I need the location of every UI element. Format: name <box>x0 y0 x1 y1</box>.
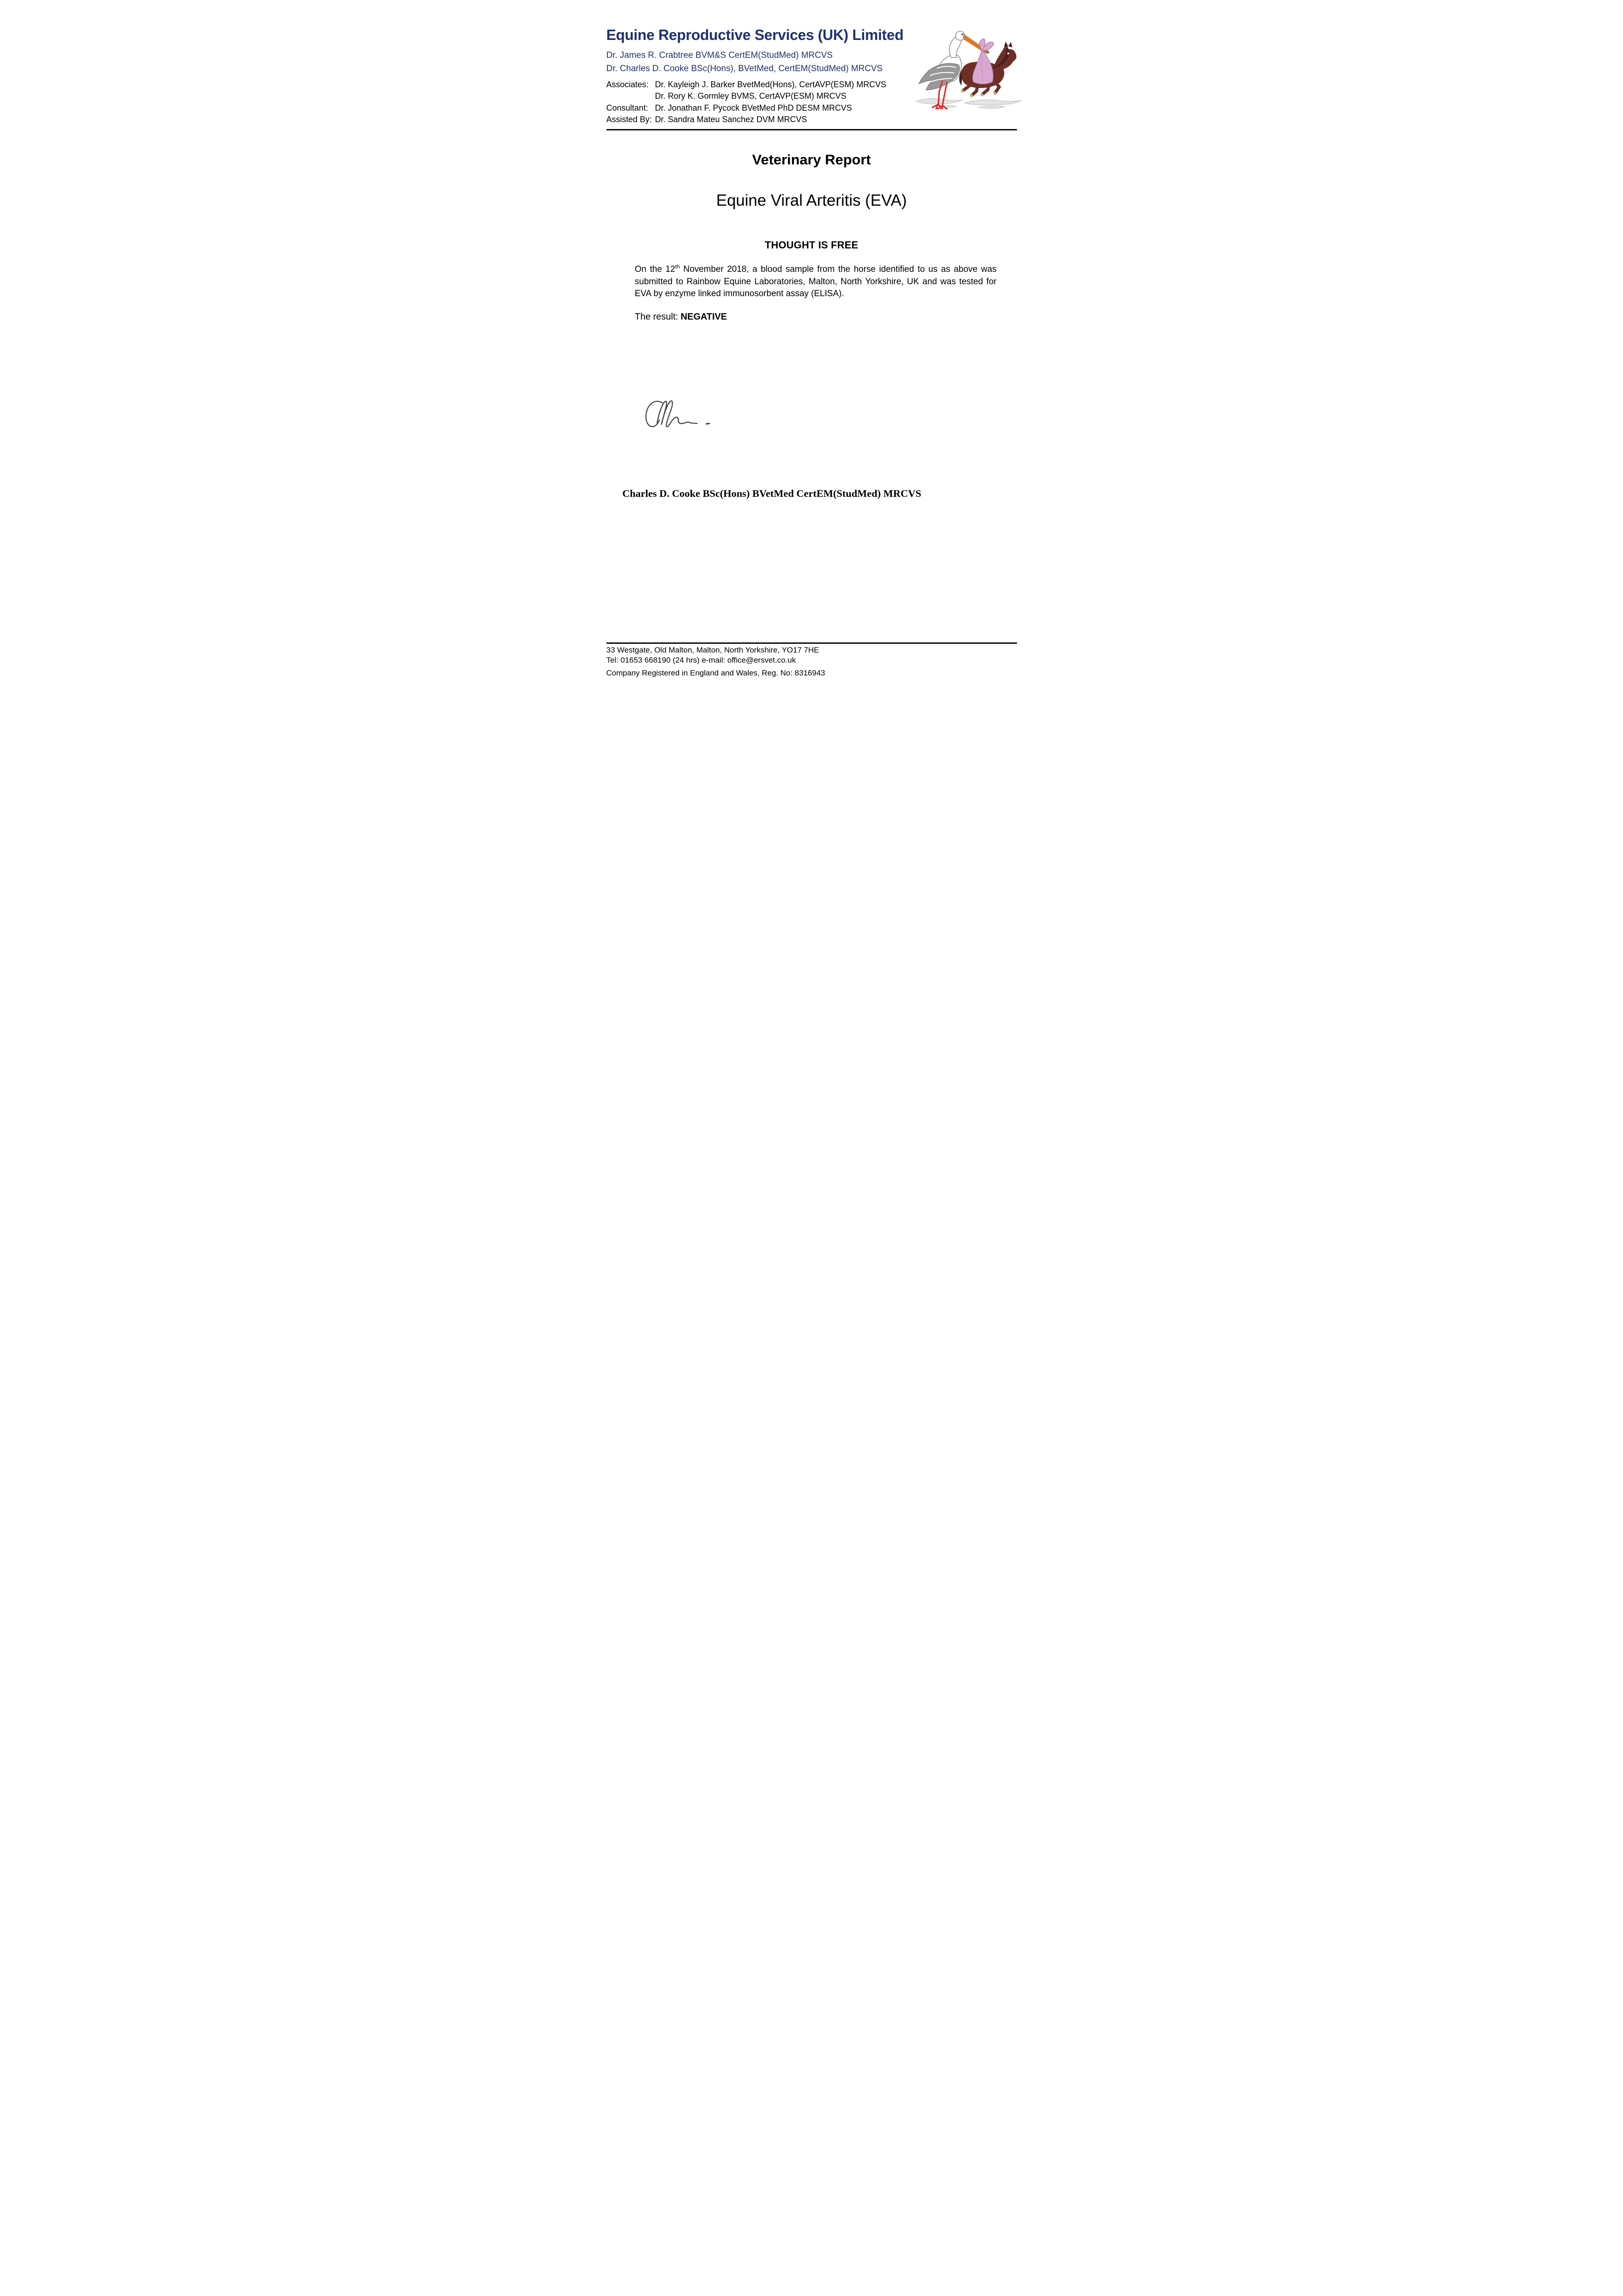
staff-name: Dr. Kayleigh J. Barker BvetMed(Hons), CertAVP(ESM) MRCVS <box>655 80 887 89</box>
report-paragraph <box>635 264 997 300</box>
staff-role-label: Associates: <box>606 80 649 89</box>
report-paragraph-line: On the 12th November 2018, a blood sample from the horse identified to us as above was <box>635 263 997 274</box>
header-divider <box>607 129 1017 130</box>
company-name: Equine Reproductive Services (UK) Limited <box>606 27 904 43</box>
company-logo <box>910 23 1023 109</box>
staff-row-consultant <box>607 102 887 114</box>
signatory-name: Charles D. Cooke BSc(Hons) BVetMed CertEM(StudMed) MRCVS <box>622 488 921 499</box>
horse-name: THOUGHT IS FREE <box>764 239 859 251</box>
staff-row-associate-2 <box>607 90 887 102</box>
veterinary-report-document <box>559 0 1064 715</box>
report-paragraph-line: submitted to Rainbow Equine Laboratories, Malton, North Yorkshire, UK and was tested for <box>635 276 997 287</box>
result-label: The result: <box>635 312 681 322</box>
staff-name: Dr. Rory K. Gormley BVMS, CertAVP(ESM) MRCVS <box>655 91 847 101</box>
staff-role-label <box>607 90 655 102</box>
staff-list <box>607 79 887 125</box>
hoof-icon <box>960 90 996 97</box>
stork-eye-icon <box>961 34 963 35</box>
staff-row-assisted-by <box>607 114 887 125</box>
staff-role-label: Consultant: <box>606 103 648 113</box>
signature <box>640 396 719 435</box>
practice-address: 33 Westgate, Old Malton, Malton, North Yorkshire, YO17 7HE <box>606 646 819 654</box>
handwritten-signature-icon <box>640 396 719 435</box>
ground-scribble-icon <box>916 98 1022 108</box>
practice-phone-email: Tel: 01653 668190 (24 hrs) e-mail: office@ersvet.co.uk <box>606 656 796 664</box>
principal-vet-line: Dr. James R. Crabtree BVM&S CertEM(StudMed) MRCVS <box>606 51 833 60</box>
ordinal-superscript: th <box>675 263 680 270</box>
principal-vets <box>607 49 883 75</box>
footer-contact-block <box>607 645 819 665</box>
staff-role-label: Assisted By: <box>606 114 652 124</box>
staff-name: Dr. Sandra Mateu Sanchez DVM MRCVS <box>655 114 807 124</box>
report-paragraph-line: EVA by enzyme linked immunosorbent assay (ELISA). <box>635 289 844 298</box>
result-value: NEGATIVE <box>680 312 727 322</box>
report-title: Veterinary Report <box>752 152 871 168</box>
footer-divider <box>607 642 1017 644</box>
principal-vet-line: Dr. Charles D. Cooke BSc(Hons), BVetMed, CertEM(StudMed) MRCVS <box>606 64 883 73</box>
foal-eye-icon <box>1007 52 1009 55</box>
staff-row-associates <box>607 79 887 90</box>
test-result-line <box>635 312 727 322</box>
staff-name: Dr. Jonathan F. Pycock BVetMed PhD DESM MRCVS <box>655 103 852 113</box>
report-subject: Equine Viral Arteritis (EVA) <box>716 191 907 209</box>
stork-and-foal-logo-icon <box>910 23 1023 109</box>
company-registration: Company Registered in England and Wales, Reg. No: 8316943 <box>606 669 826 677</box>
